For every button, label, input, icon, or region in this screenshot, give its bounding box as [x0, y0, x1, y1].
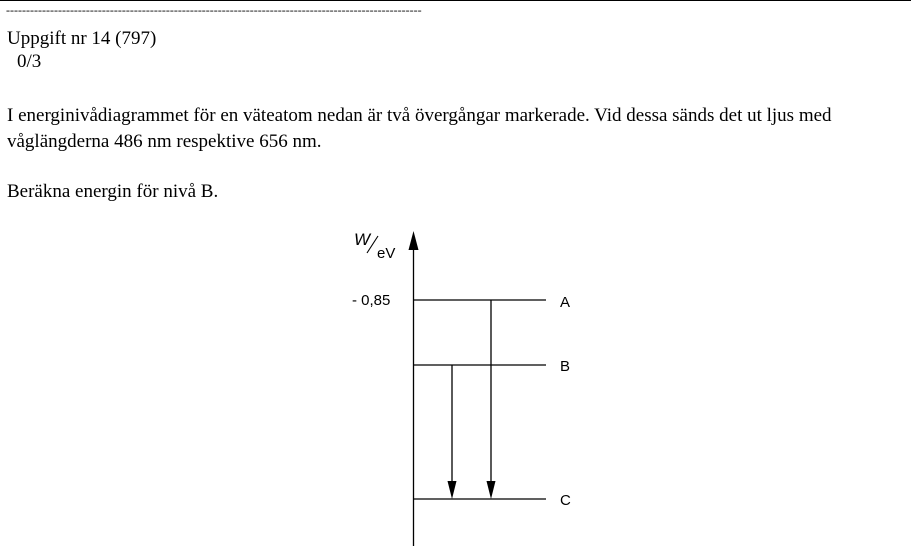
transition-b-to-c-arrowhead [448, 481, 457, 499]
axis-unit: eV [377, 245, 396, 262]
task-score: 0/3 [17, 51, 42, 72]
level-c-label: C [560, 492, 571, 509]
task-title: Uppgift nr 14 (797) [7, 28, 157, 49]
level-a-value: - 0,85 [352, 292, 391, 309]
problem-question: Beräkna energin för nivå B. [7, 181, 219, 202]
transition-a-to-c-arrowhead [487, 481, 496, 499]
dashed-separator: -------------------------------------------------------------------------------------------------------- [6, 3, 422, 17]
problem-paragraph: I energinivådiagrammet för en väteatom nedan är två övergångar markerade. Vid dessa sänds det ut ljus med våglängderna 486 nm respektive 656 nm. [7, 105, 832, 152]
level-b-label: B [560, 358, 571, 375]
energy-axis-arrowhead [409, 231, 419, 250]
axis-symbol: W [354, 230, 371, 249]
level-a-label: A [560, 294, 571, 311]
